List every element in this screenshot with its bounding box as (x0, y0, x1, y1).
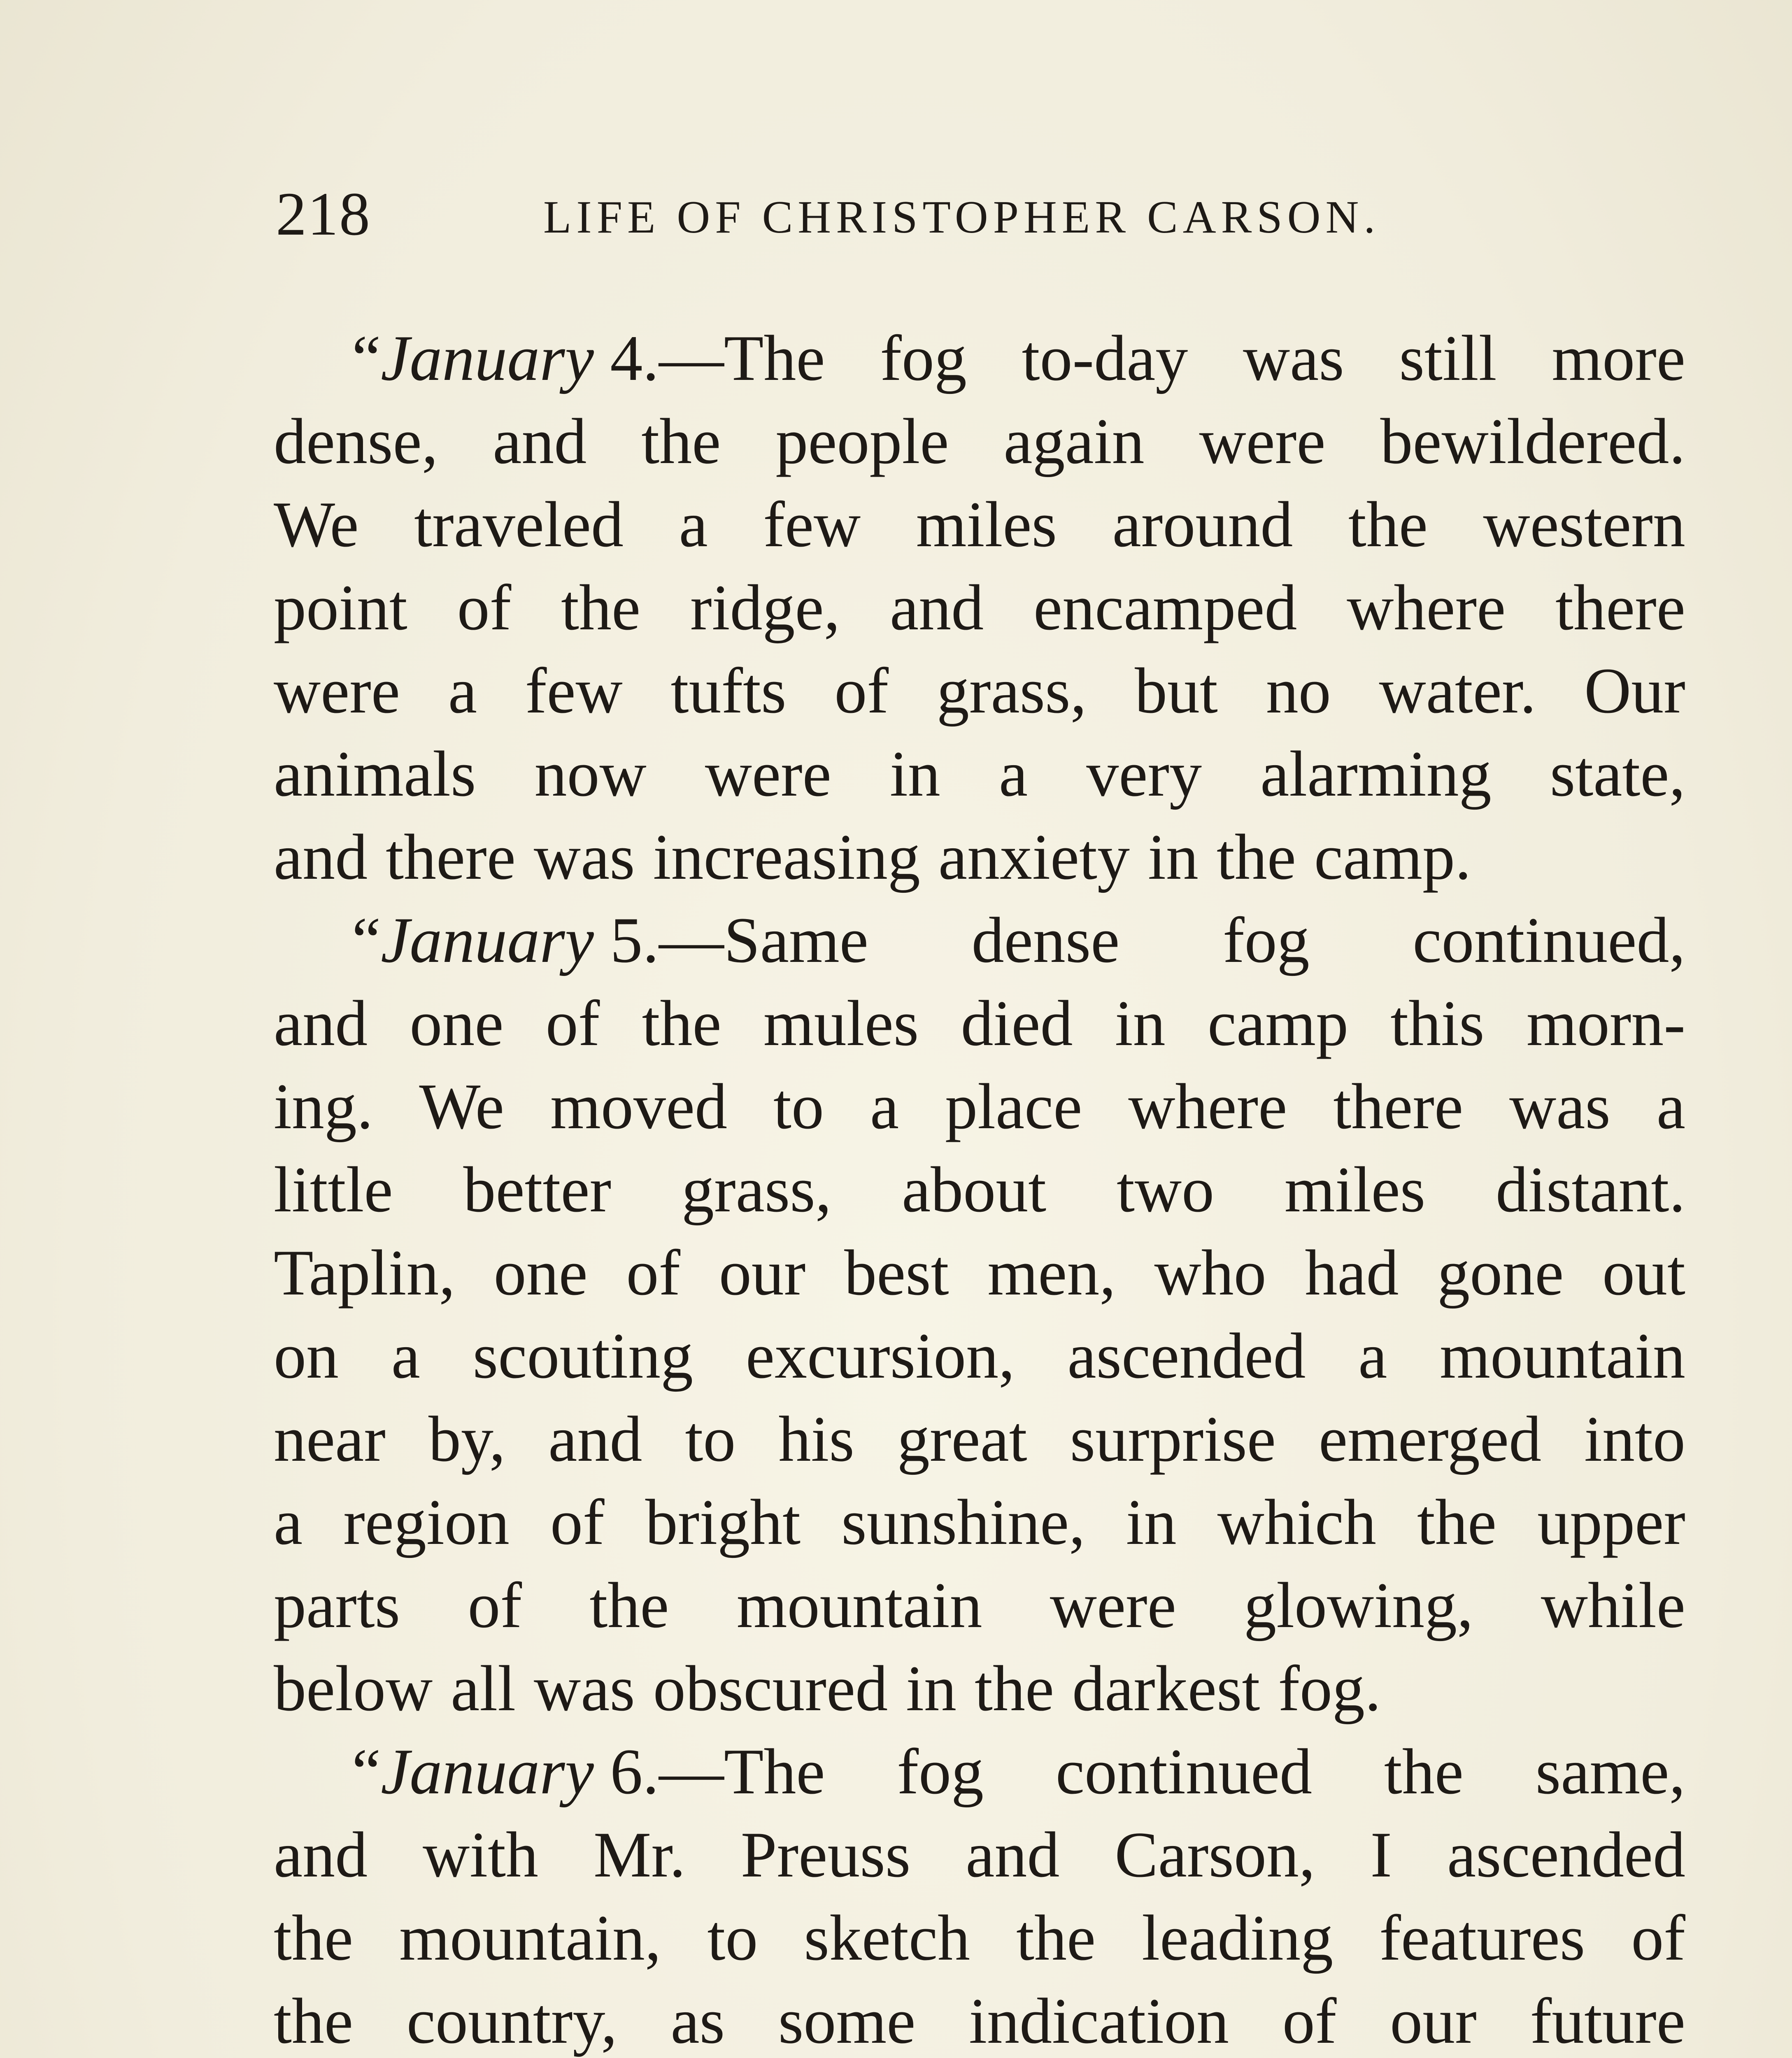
word: We (274, 489, 359, 561)
word: where (1347, 572, 1506, 644)
word: men, (987, 1237, 1116, 1309)
word: around (1112, 489, 1293, 561)
word: the (1016, 1902, 1096, 1974)
word: below (274, 1653, 433, 1725)
word: the (274, 1985, 354, 2057)
word: place (945, 1071, 1082, 1143)
word: excursion, (745, 1320, 1015, 1392)
text-line (274, 899, 1685, 982)
text-line (274, 1315, 1685, 1398)
text-line (274, 317, 1685, 400)
word: bewildered. (1380, 405, 1685, 477)
open-quote: “ (352, 904, 381, 976)
word: were (274, 655, 400, 727)
word: surprise (1070, 1403, 1276, 1475)
word: out (1602, 1237, 1685, 1309)
entry-date (352, 899, 868, 982)
word: the (589, 1569, 669, 1641)
word: the (274, 1902, 354, 1974)
word: traveled (414, 489, 624, 561)
word: a (870, 1071, 899, 1143)
word: to (685, 1403, 736, 1475)
word: was (533, 821, 635, 893)
word: which (1217, 1486, 1376, 1558)
word: a (999, 738, 1028, 810)
word: of (1282, 1985, 1337, 2057)
word: Preuss (740, 1819, 911, 1891)
entry-date-rest: 4.—The (593, 322, 825, 394)
word: animals (274, 738, 476, 810)
word: the (642, 987, 721, 1059)
word: few (525, 655, 623, 727)
word: to-day (1022, 322, 1188, 394)
word: distant. (1496, 1154, 1685, 1226)
word: features (1379, 1902, 1585, 1974)
word: grass, (936, 655, 1087, 727)
text-line (274, 816, 1685, 899)
word: the (641, 405, 721, 477)
word: the (975, 1653, 1054, 1725)
word: gone (1437, 1237, 1564, 1309)
word: of (1631, 1902, 1685, 1974)
entry-date-month: January (381, 904, 594, 976)
word: encamped (1033, 572, 1297, 644)
word: in (906, 1653, 957, 1725)
page-header (276, 177, 1515, 251)
word: on (274, 1320, 339, 1392)
word: his (778, 1403, 854, 1475)
word: had (1305, 1237, 1399, 1309)
word: mountain (736, 1569, 982, 1641)
word: alarming (1260, 738, 1492, 810)
word: about (902, 1154, 1047, 1226)
text-line (274, 1980, 1685, 2058)
word: ing. (274, 1071, 373, 1143)
word: best (844, 1237, 949, 1309)
word: where (1128, 1071, 1287, 1143)
word: water. (1379, 655, 1536, 727)
word: sketch (804, 1902, 970, 1974)
word: fog (897, 1736, 984, 1808)
word: mountain, (399, 1902, 661, 1974)
word: some (778, 1985, 916, 2057)
word: fog (880, 322, 967, 394)
word: little (274, 1154, 393, 1226)
word: of (457, 572, 512, 644)
word: of (545, 987, 600, 1059)
word: fog. (1278, 1653, 1381, 1725)
word: now (534, 738, 647, 810)
word: as (670, 1985, 725, 2057)
word: glowing, (1244, 1569, 1473, 1641)
word: same, (1535, 1736, 1685, 1808)
word: a (1358, 1320, 1387, 1392)
word: ridge, (690, 572, 840, 644)
entry-date-rest: 6.—The (593, 1736, 825, 1808)
word: one (410, 987, 504, 1059)
word: Taplin, (274, 1237, 455, 1309)
word: anxiety (938, 821, 1130, 893)
word: our (719, 1237, 806, 1309)
text-line (274, 1481, 1685, 1564)
word: a (679, 489, 708, 561)
word: a (274, 1486, 303, 1558)
word: people (775, 405, 949, 477)
text-line (274, 1647, 1685, 1730)
word: the (1216, 821, 1296, 893)
word: mountain (1440, 1320, 1685, 1392)
word: parts (274, 1569, 400, 1641)
word: the (1348, 489, 1428, 561)
text-line (274, 1730, 1685, 1814)
word: country, (406, 1985, 617, 2057)
body-text (274, 317, 1685, 2058)
word: the (1417, 1486, 1497, 1558)
word: our (1390, 1985, 1477, 2057)
word: were (1050, 1569, 1176, 1641)
word: still (1399, 322, 1497, 394)
word: with (423, 1819, 538, 1891)
word: future (1530, 1985, 1685, 2057)
word: into (1584, 1403, 1685, 1475)
word: was (534, 1653, 635, 1725)
word: camp (1207, 987, 1349, 1059)
word: all (451, 1653, 516, 1725)
word: this (1390, 987, 1485, 1059)
running-head: LIFE OF CHRISTOPHER CARSON. (543, 192, 1380, 243)
word: but (1134, 655, 1218, 727)
entry-date-rest: 5.—Same (593, 904, 868, 976)
word: mules (763, 987, 919, 1059)
word: grass, (682, 1154, 832, 1226)
word: few (763, 489, 861, 561)
word: was (1509, 1071, 1610, 1143)
word: upper (1537, 1486, 1685, 1558)
word: western (1483, 489, 1685, 561)
entry-date (352, 1730, 825, 1814)
word: I (1370, 1819, 1392, 1891)
word: in (1147, 821, 1199, 893)
word: in (1126, 1486, 1177, 1558)
word: point (274, 572, 407, 644)
word: very (1086, 738, 1202, 810)
word: Our (1584, 655, 1685, 727)
word: of (550, 1486, 605, 1558)
text-line (274, 1148, 1685, 1232)
word: again (1003, 405, 1145, 477)
word: Mr. (593, 1819, 686, 1891)
word: and (274, 821, 368, 893)
word: were (1199, 405, 1326, 477)
word: darkest (1072, 1653, 1260, 1725)
word: moved (550, 1071, 728, 1143)
word: near (274, 1403, 386, 1475)
text-line (274, 650, 1685, 733)
page-number: 218 (276, 180, 371, 248)
word: of (834, 655, 889, 727)
word: by, (428, 1403, 506, 1475)
word: more (1552, 322, 1685, 394)
word: bright (645, 1486, 801, 1558)
word: a (391, 1320, 420, 1392)
word: were (705, 738, 831, 810)
word: miles (916, 489, 1057, 561)
word: of (626, 1237, 681, 1309)
word: there (386, 821, 516, 893)
text-line (274, 400, 1685, 483)
word: dense (971, 904, 1120, 976)
word: continued, (1413, 904, 1685, 976)
word: and (274, 987, 368, 1059)
word: Carson, (1115, 1819, 1315, 1891)
word: was (1243, 322, 1344, 394)
word: region (343, 1486, 510, 1558)
word: there (1333, 1071, 1464, 1143)
open-quote: “ (352, 1736, 381, 1808)
word: morn- (1526, 987, 1685, 1059)
word: great (897, 1403, 1027, 1475)
word: one (493, 1237, 588, 1309)
word: two (1117, 1154, 1215, 1226)
word: sunshine, (841, 1486, 1085, 1558)
word: while (1541, 1569, 1685, 1641)
word: fog (1223, 904, 1310, 976)
word: continued (1055, 1736, 1312, 1808)
word: of (468, 1569, 522, 1641)
word: camp. (1314, 821, 1471, 893)
word: there (1555, 572, 1685, 644)
word: to (773, 1071, 824, 1143)
word: and (966, 1819, 1060, 1891)
text-line (274, 483, 1685, 566)
word: increasing (653, 821, 920, 893)
text-line (274, 1065, 1685, 1148)
word: in (889, 738, 940, 810)
word: in (1115, 987, 1166, 1059)
word: and (493, 405, 587, 477)
word: died (961, 987, 1073, 1059)
word: tufts (670, 655, 787, 727)
word: leading (1142, 1902, 1334, 1974)
word: miles (1284, 1154, 1426, 1226)
word: indication (969, 1985, 1229, 2057)
text-line (274, 982, 1685, 1065)
word: We (419, 1071, 505, 1143)
text-line (274, 1232, 1685, 1315)
word: obscured (653, 1653, 888, 1725)
word: the (1384, 1736, 1464, 1808)
word: dense, (274, 405, 438, 477)
text-line (274, 566, 1685, 650)
word: ascended (1067, 1320, 1306, 1392)
word: emerged (1319, 1403, 1542, 1475)
open-quote: “ (352, 322, 381, 394)
entry-date (352, 317, 825, 400)
text-line (274, 1897, 1685, 1980)
word: state, (1550, 738, 1685, 810)
word: who (1154, 1237, 1266, 1309)
word: the (561, 572, 641, 644)
word: and (274, 1819, 368, 1891)
entry-date-month: January (381, 1736, 594, 1808)
word: scouting (472, 1320, 694, 1392)
text-line (274, 733, 1685, 816)
word: a (448, 655, 477, 727)
word: and (890, 572, 984, 644)
word: ascended (1447, 1819, 1685, 1891)
word: to (707, 1902, 758, 1974)
word: no (1266, 655, 1331, 727)
text-line (274, 1814, 1685, 1897)
entry-date-month: January (381, 322, 594, 394)
text-line (274, 1564, 1685, 1647)
text-line (274, 1398, 1685, 1481)
word: better (463, 1154, 612, 1226)
word: a (1656, 1071, 1685, 1143)
word: and (548, 1403, 642, 1475)
